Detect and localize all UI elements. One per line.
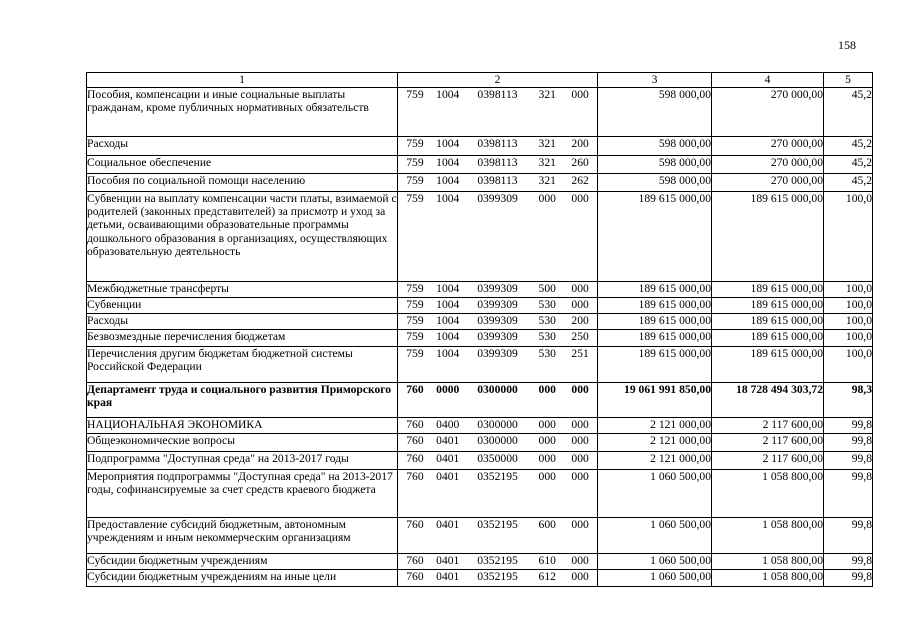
row-executed-amount: 270 000,00: [712, 174, 824, 192]
row-approved-amount: 189 615 000,00: [598, 298, 712, 314]
target-code: 0399309: [477, 282, 518, 295]
table-row: [87, 434, 873, 452]
expense-type-code: 321: [538, 174, 556, 187]
chapter-code: 759: [406, 347, 424, 360]
table-row: [87, 570, 873, 587]
section-code: 0000: [436, 383, 460, 396]
row-execution-percent: 99,8: [824, 418, 873, 434]
table-row: [87, 156, 873, 174]
target-code: 0399309: [477, 192, 518, 205]
expense-type-code: 612: [538, 570, 556, 583]
row-approved-amount: 598 000,00: [598, 156, 712, 174]
header-col-3: 3: [598, 73, 712, 88]
target-code: 0399309: [477, 298, 518, 311]
section-code: 0401: [436, 452, 460, 465]
section-code: 1004: [436, 137, 460, 150]
kosgu-code: 000: [571, 383, 589, 396]
expense-type-code: 000: [538, 470, 556, 483]
chapter-code: 760: [406, 434, 424, 447]
row-approved-amount: 19 061 991 850,00: [598, 383, 712, 418]
row-codes: [398, 174, 598, 192]
row-name: Субвенции на выплату компенсации части платы, взимаемой с родителей (законных представителей) за присмотр и уход за детьми, осваивающими образовательные программы дошкольного образования в организациях, осуществляющих образовательную деятельность: [87, 192, 398, 282]
row-code-group: [398, 156, 597, 169]
chapter-code: 759: [406, 174, 424, 187]
target-code: 0300000: [477, 383, 518, 396]
table-row: [87, 330, 873, 347]
row-execution-percent: 98,3: [824, 383, 873, 418]
row-codes: [398, 434, 598, 452]
row-codes: [398, 298, 598, 314]
section-code: 1004: [436, 192, 460, 205]
kosgu-code: 200: [571, 137, 589, 150]
row-codes: [398, 88, 598, 137]
row-codes: [398, 192, 598, 282]
row-approved-amount: 1 060 500,00: [598, 470, 712, 518]
row-name: Перечисления другим бюджетам бюджетной системы Российской Федерации: [87, 347, 398, 383]
row-name: Безвозмездные перечисления бюджетам: [87, 330, 398, 347]
row-code-group: [398, 298, 597, 311]
row-execution-percent: 45,2: [824, 137, 873, 156]
table-row: [87, 470, 873, 518]
row-approved-amount: 598 000,00: [598, 88, 712, 137]
target-code: 0352195: [477, 518, 518, 531]
row-approved-amount: 189 615 000,00: [598, 192, 712, 282]
section-code: 0401: [436, 554, 460, 567]
table-row: [87, 418, 873, 434]
section-code: 1004: [436, 314, 460, 327]
expense-type-code: 321: [538, 156, 556, 169]
row-name: Субсидии бюджетным учреждениям на иные цели: [87, 570, 398, 587]
row-executed-amount: 189 615 000,00: [712, 314, 824, 330]
table-row: [87, 347, 873, 383]
row-name: Расходы: [87, 314, 398, 330]
row-codes: [398, 570, 598, 587]
kosgu-code: 251: [571, 347, 589, 360]
row-execution-percent: 99,8: [824, 518, 873, 554]
budget-table-body: [87, 73, 873, 587]
row-name: Общеэкономические вопросы: [87, 434, 398, 452]
row-executed-amount: 18 728 494 303,72: [712, 383, 824, 418]
section-code: 1004: [436, 88, 460, 101]
section-code: 1004: [436, 298, 460, 311]
expense-type-code: 000: [538, 418, 556, 431]
table-row: [87, 383, 873, 418]
kosgu-code: 000: [571, 434, 589, 447]
chapter-code: 759: [406, 330, 424, 343]
row-approved-amount: 598 000,00: [598, 174, 712, 192]
row-name: Подпрограмма "Доступная среда" на 2013-2017 годы: [87, 452, 398, 470]
row-execution-percent: 100,0: [824, 347, 873, 383]
row-code-group: [398, 137, 597, 150]
row-executed-amount: 1 058 800,00: [712, 570, 824, 587]
row-codes: [398, 314, 598, 330]
header-col-4: 4: [712, 73, 824, 88]
row-execution-percent: 100,0: [824, 330, 873, 347]
chapter-code: 760: [406, 383, 424, 396]
section-code: 0401: [436, 434, 460, 447]
row-code-group: [398, 192, 597, 205]
row-approved-amount: 189 615 000,00: [598, 282, 712, 298]
expense-type-code: 000: [538, 192, 556, 205]
kosgu-code: 000: [571, 418, 589, 431]
expense-type-code: 000: [538, 434, 556, 447]
row-name: Субвенции: [87, 298, 398, 314]
target-code: 0399309: [477, 314, 518, 327]
row-codes: [398, 347, 598, 383]
row-execution-percent: 100,0: [824, 314, 873, 330]
row-executed-amount: 2 117 600,00: [712, 418, 824, 434]
table-row: [87, 192, 873, 282]
row-execution-percent: 45,2: [824, 88, 873, 137]
row-code-group: [398, 330, 597, 343]
kosgu-code: 000: [571, 298, 589, 311]
target-code: 0350000: [477, 452, 518, 465]
section-code: 1004: [436, 347, 460, 360]
row-executed-amount: 189 615 000,00: [712, 298, 824, 314]
chapter-code: 759: [406, 314, 424, 327]
expense-type-code: 321: [538, 137, 556, 150]
row-executed-amount: 1 058 800,00: [712, 554, 824, 570]
row-execution-percent: 99,8: [824, 452, 873, 470]
row-approved-amount: 598 000,00: [598, 137, 712, 156]
row-executed-amount: 270 000,00: [712, 88, 824, 137]
table-row: [87, 314, 873, 330]
budget-table: [86, 72, 873, 587]
table-row: [87, 452, 873, 470]
expense-type-code: 530: [538, 314, 556, 327]
target-code: 0399309: [477, 330, 518, 343]
kosgu-code: 000: [571, 452, 589, 465]
row-codes: [398, 156, 598, 174]
kosgu-code: 262: [571, 174, 589, 187]
row-code-group: [398, 452, 597, 465]
section-code: 0401: [436, 518, 460, 531]
row-approved-amount: 189 615 000,00: [598, 347, 712, 383]
row-codes: [398, 452, 598, 470]
table-row: [87, 298, 873, 314]
row-approved-amount: 2 121 000,00: [598, 418, 712, 434]
chapter-code: 760: [406, 518, 424, 531]
row-executed-amount: 270 000,00: [712, 156, 824, 174]
kosgu-code: 000: [571, 192, 589, 205]
row-executed-amount: 1 058 800,00: [712, 470, 824, 518]
row-executed-amount: 2 117 600,00: [712, 434, 824, 452]
expense-type-code: 000: [538, 452, 556, 465]
expense-type-code: 610: [538, 554, 556, 567]
row-name: Пособия по социальной помощи населению: [87, 174, 398, 192]
row-approved-amount: 1 060 500,00: [598, 518, 712, 554]
section-code: 1004: [436, 282, 460, 295]
header-col-5: 5: [824, 73, 873, 88]
row-codes: [398, 137, 598, 156]
row-name: НАЦИОНАЛЬНАЯ ЭКОНОМИКА: [87, 418, 398, 434]
row-execution-percent: 45,2: [824, 156, 873, 174]
row-execution-percent: 45,2: [824, 174, 873, 192]
kosgu-code: 250: [571, 330, 589, 343]
chapter-code: 759: [406, 137, 424, 150]
section-code: 0400: [436, 418, 460, 431]
row-execution-percent: 99,8: [824, 470, 873, 518]
row-name: Мероприятия подпрограммы "Доступная среда" на 2013-2017 годы, софинансируемые за счет средств краевого бюджета: [87, 470, 398, 518]
row-execution-percent: 100,0: [824, 192, 873, 282]
row-approved-amount: 189 615 000,00: [598, 330, 712, 347]
target-code: 0352195: [477, 470, 518, 483]
target-code: 0398113: [477, 174, 518, 187]
section-code: 1004: [436, 330, 460, 343]
table-header-row: [87, 73, 873, 88]
table-row: [87, 88, 873, 137]
row-code-group: [398, 383, 597, 396]
row-name: Социальное обеспечение: [87, 156, 398, 174]
row-approved-amount: 1 060 500,00: [598, 554, 712, 570]
row-executed-amount: 189 615 000,00: [712, 192, 824, 282]
target-code: 0399309: [477, 347, 518, 360]
row-code-group: [398, 518, 597, 531]
row-code-group: [398, 470, 597, 483]
row-approved-amount: 189 615 000,00: [598, 314, 712, 330]
row-code-group: [398, 88, 597, 101]
row-execution-percent: 100,0: [824, 298, 873, 314]
row-code-group: [398, 418, 597, 431]
target-code: 0352195: [477, 554, 518, 567]
expense-type-code: 000: [538, 383, 556, 396]
row-executed-amount: 1 058 800,00: [712, 518, 824, 554]
table-row: [87, 282, 873, 298]
row-name: Предоставление субсидий бюджетным, автономным учреждениям и иным некоммерческим организациям: [87, 518, 398, 554]
row-codes: [398, 282, 598, 298]
chapter-code: 759: [406, 282, 424, 295]
section-code: 1004: [436, 156, 460, 169]
row-codes: [398, 418, 598, 434]
chapter-code: 759: [406, 88, 424, 101]
chapter-code: 759: [406, 156, 424, 169]
target-code: 0300000: [477, 434, 518, 447]
row-name: Расходы: [87, 137, 398, 156]
row-execution-percent: 99,8: [824, 570, 873, 587]
chapter-code: 760: [406, 570, 424, 583]
row-codes: [398, 470, 598, 518]
target-code: 0300000: [477, 418, 518, 431]
row-execution-percent: 99,8: [824, 434, 873, 452]
table-row: [87, 174, 873, 192]
header-col-2: 2: [398, 73, 598, 88]
row-name: Межбюджетные трансферты: [87, 282, 398, 298]
table-row: [87, 137, 873, 156]
row-name: Субсидии бюджетным учреждениям: [87, 554, 398, 570]
section-code: 0401: [436, 470, 460, 483]
kosgu-code: 000: [571, 88, 589, 101]
row-code-group: [398, 314, 597, 327]
row-executed-amount: 189 615 000,00: [712, 282, 824, 298]
row-execution-percent: 100,0: [824, 282, 873, 298]
page-number: 158: [838, 38, 856, 52]
table-row: [87, 518, 873, 554]
row-executed-amount: 189 615 000,00: [712, 347, 824, 383]
kosgu-code: 000: [571, 470, 589, 483]
expense-type-code: 600: [538, 518, 556, 531]
row-executed-amount: 2 117 600,00: [712, 452, 824, 470]
target-code: 0398113: [477, 88, 518, 101]
row-approved-amount: 2 121 000,00: [598, 452, 712, 470]
target-code: 0398113: [477, 156, 518, 169]
row-name: Департамент труда и социального развития Приморского края: [87, 383, 398, 418]
row-codes: [398, 383, 598, 418]
row-code-group: [398, 174, 597, 187]
row-executed-amount: 270 000,00: [712, 137, 824, 156]
kosgu-code: 000: [571, 554, 589, 567]
header-col-1: 1: [87, 73, 398, 88]
expense-type-code: 530: [538, 330, 556, 343]
row-code-group: [398, 434, 597, 447]
row-code-group: [398, 282, 597, 295]
row-approved-amount: 2 121 000,00: [598, 434, 712, 452]
row-execution-percent: 99,8: [824, 554, 873, 570]
kosgu-code: 000: [571, 570, 589, 583]
chapter-code: 760: [406, 418, 424, 431]
chapter-code: 760: [406, 554, 424, 567]
row-code-group: [398, 347, 597, 360]
row-code-group: [398, 570, 597, 583]
target-code: 0352195: [477, 570, 518, 583]
row-approved-amount: 1 060 500,00: [598, 570, 712, 587]
chapter-code: 759: [406, 192, 424, 205]
row-executed-amount: 189 615 000,00: [712, 330, 824, 347]
chapter-code: 760: [406, 452, 424, 465]
row-codes: [398, 518, 598, 554]
section-code: 1004: [436, 174, 460, 187]
row-codes: [398, 330, 598, 347]
row-code-group: [398, 554, 597, 567]
expense-type-code: 500: [538, 282, 556, 295]
row-codes: [398, 554, 598, 570]
section-code: 0401: [436, 570, 460, 583]
row-name: Пособия, компенсации и иные социальные выплаты гражданам, кроме публичных нормативных обязательств: [87, 88, 398, 137]
kosgu-code: 000: [571, 282, 589, 295]
chapter-code: 759: [406, 298, 424, 311]
target-code: 0398113: [477, 137, 518, 150]
table-row: [87, 554, 873, 570]
chapter-code: 760: [406, 470, 424, 483]
expense-type-code: 530: [538, 347, 556, 360]
kosgu-code: 200: [571, 314, 589, 327]
kosgu-code: 000: [571, 518, 589, 531]
expense-type-code: 530: [538, 298, 556, 311]
expense-type-code: 321: [538, 88, 556, 101]
kosgu-code: 260: [571, 156, 589, 169]
